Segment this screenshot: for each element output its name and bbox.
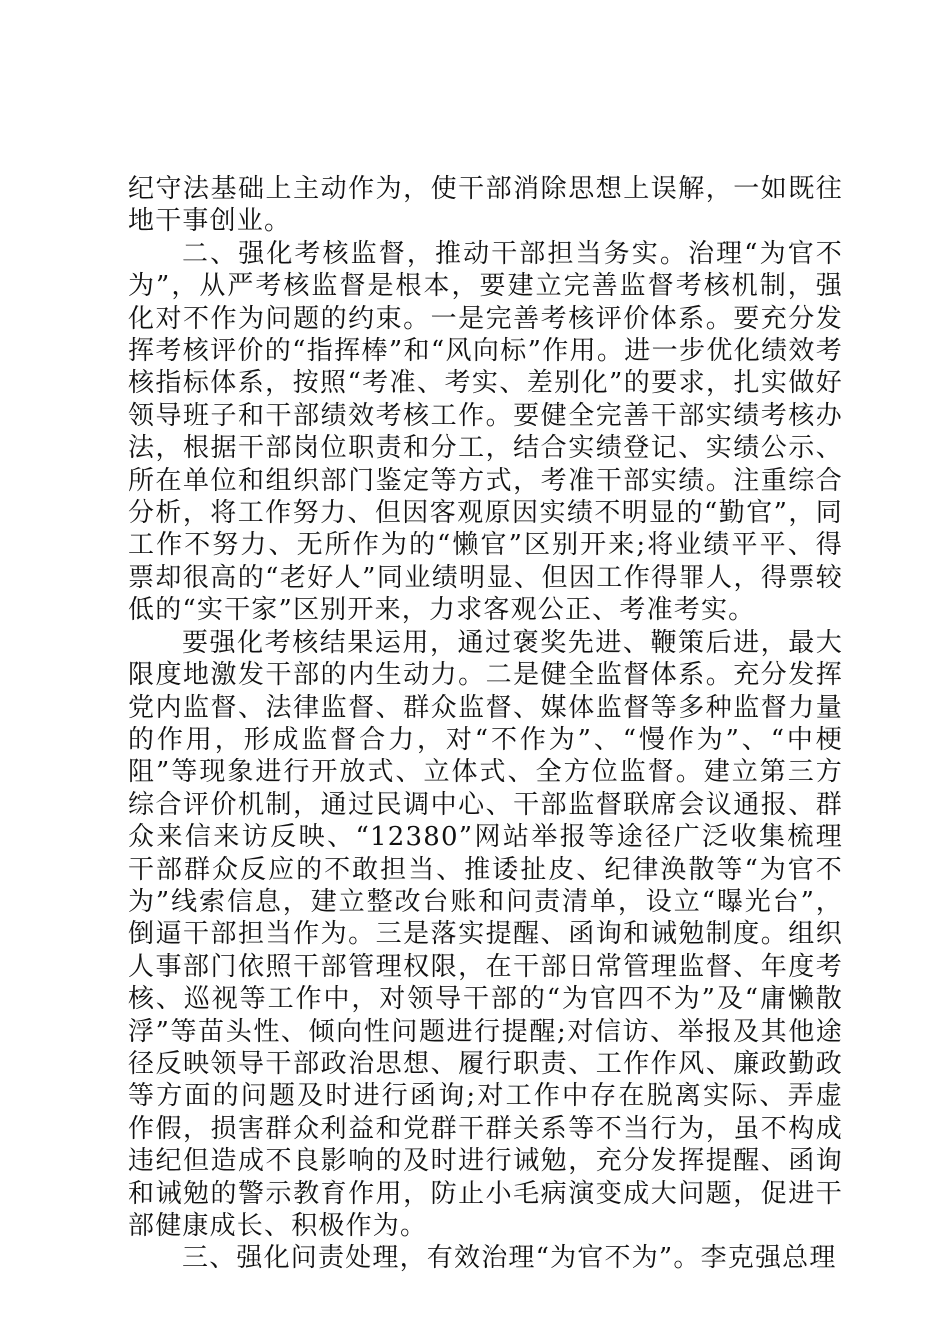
paragraph-continuation: 纪守法基础上主动作为，使干部消除思想上误解，一如既往地干事创业。	[128, 174, 843, 237]
paragraph-assessment-results: 要强化考核结果运用，通过褒奖先进、鞭策后进，最大限度地激发干部的内生动力。二是健全监督体系。充分发挥党内监督、法律监督、群众监督、媒体监督等多种监督力量的作用，形成监督合力，对“不作为”、“慢作为”、“中梗阻”等现象进行开放式、立体式、全方位监督。建立第三方综合评价机制，通过民调中心、干部监督联席会议通报、群众来信来访反映、“12380”网站举报等途径广泛收集梳理干部群众反应的不敢担当、推诿扯皮、纪律涣散等“为官不为”线索信息，建立整改台账和问责清单，设立“曝光台”，倒逼干部担当作为。三是落实提醒、函询和诫勉制度。组织人事部门依照干部管理权限，在干部日常管理监督、年度考核、巡视等工作中，对领导干部的“为官四不为”及“庸懒散浮”等苗头性、倾向性问题进行提醒;对信访、举报及其他途径反映领导干部政治思想、履行职责、工作作风、廉政勤政等方面的问题及时进行函询;对工作中存在脱离实际、弄虚作假，损害群众利益和党群干群关系等不当行为，虽不构成违纪但造成不良影响的及时进行诫勉，充分发挥提醒、函询和诫勉的警示教育作用，防止小毛病演变成大问题，促进干部健康成长、积极作为。	[128, 627, 843, 1241]
document-body	[128, 173, 843, 1275]
paragraph-section-three: 三、强化问责处理，有效治理“为官不为”。李克强总理	[182, 1243, 837, 1274]
paragraph-section-two: 二、强化考核监督，推动干部担当务实。治理“为官不为”，从严考核监督是根本，要建立完善监督考核机制，强化对不作为问题的约束。一是完善考核评价体系。要充分发挥考核评价的“指挥棒”和“风向标”作用。进一步优化绩效考核指标体系，按照“考准、考实、差别化”的要求，扎实做好领导班子和干部绩效考核工作。要健全完善干部实绩考核办法，根据干部岗位职责和分工，结合实绩登记、实绩公示、所在单位和组织部门鉴定等方式，考准干部实绩。注重综合分析，将工作努力、但因客观原因实绩不明显的“勤官”，同工作不努力、无所作为的“懒官”区别开来;将业绩平平、得票却很高的“老好人”同业绩明显、但因工作得罪人，得票较低的“实干家”区别开来，力求客观公正、考准考实。	[128, 238, 843, 626]
